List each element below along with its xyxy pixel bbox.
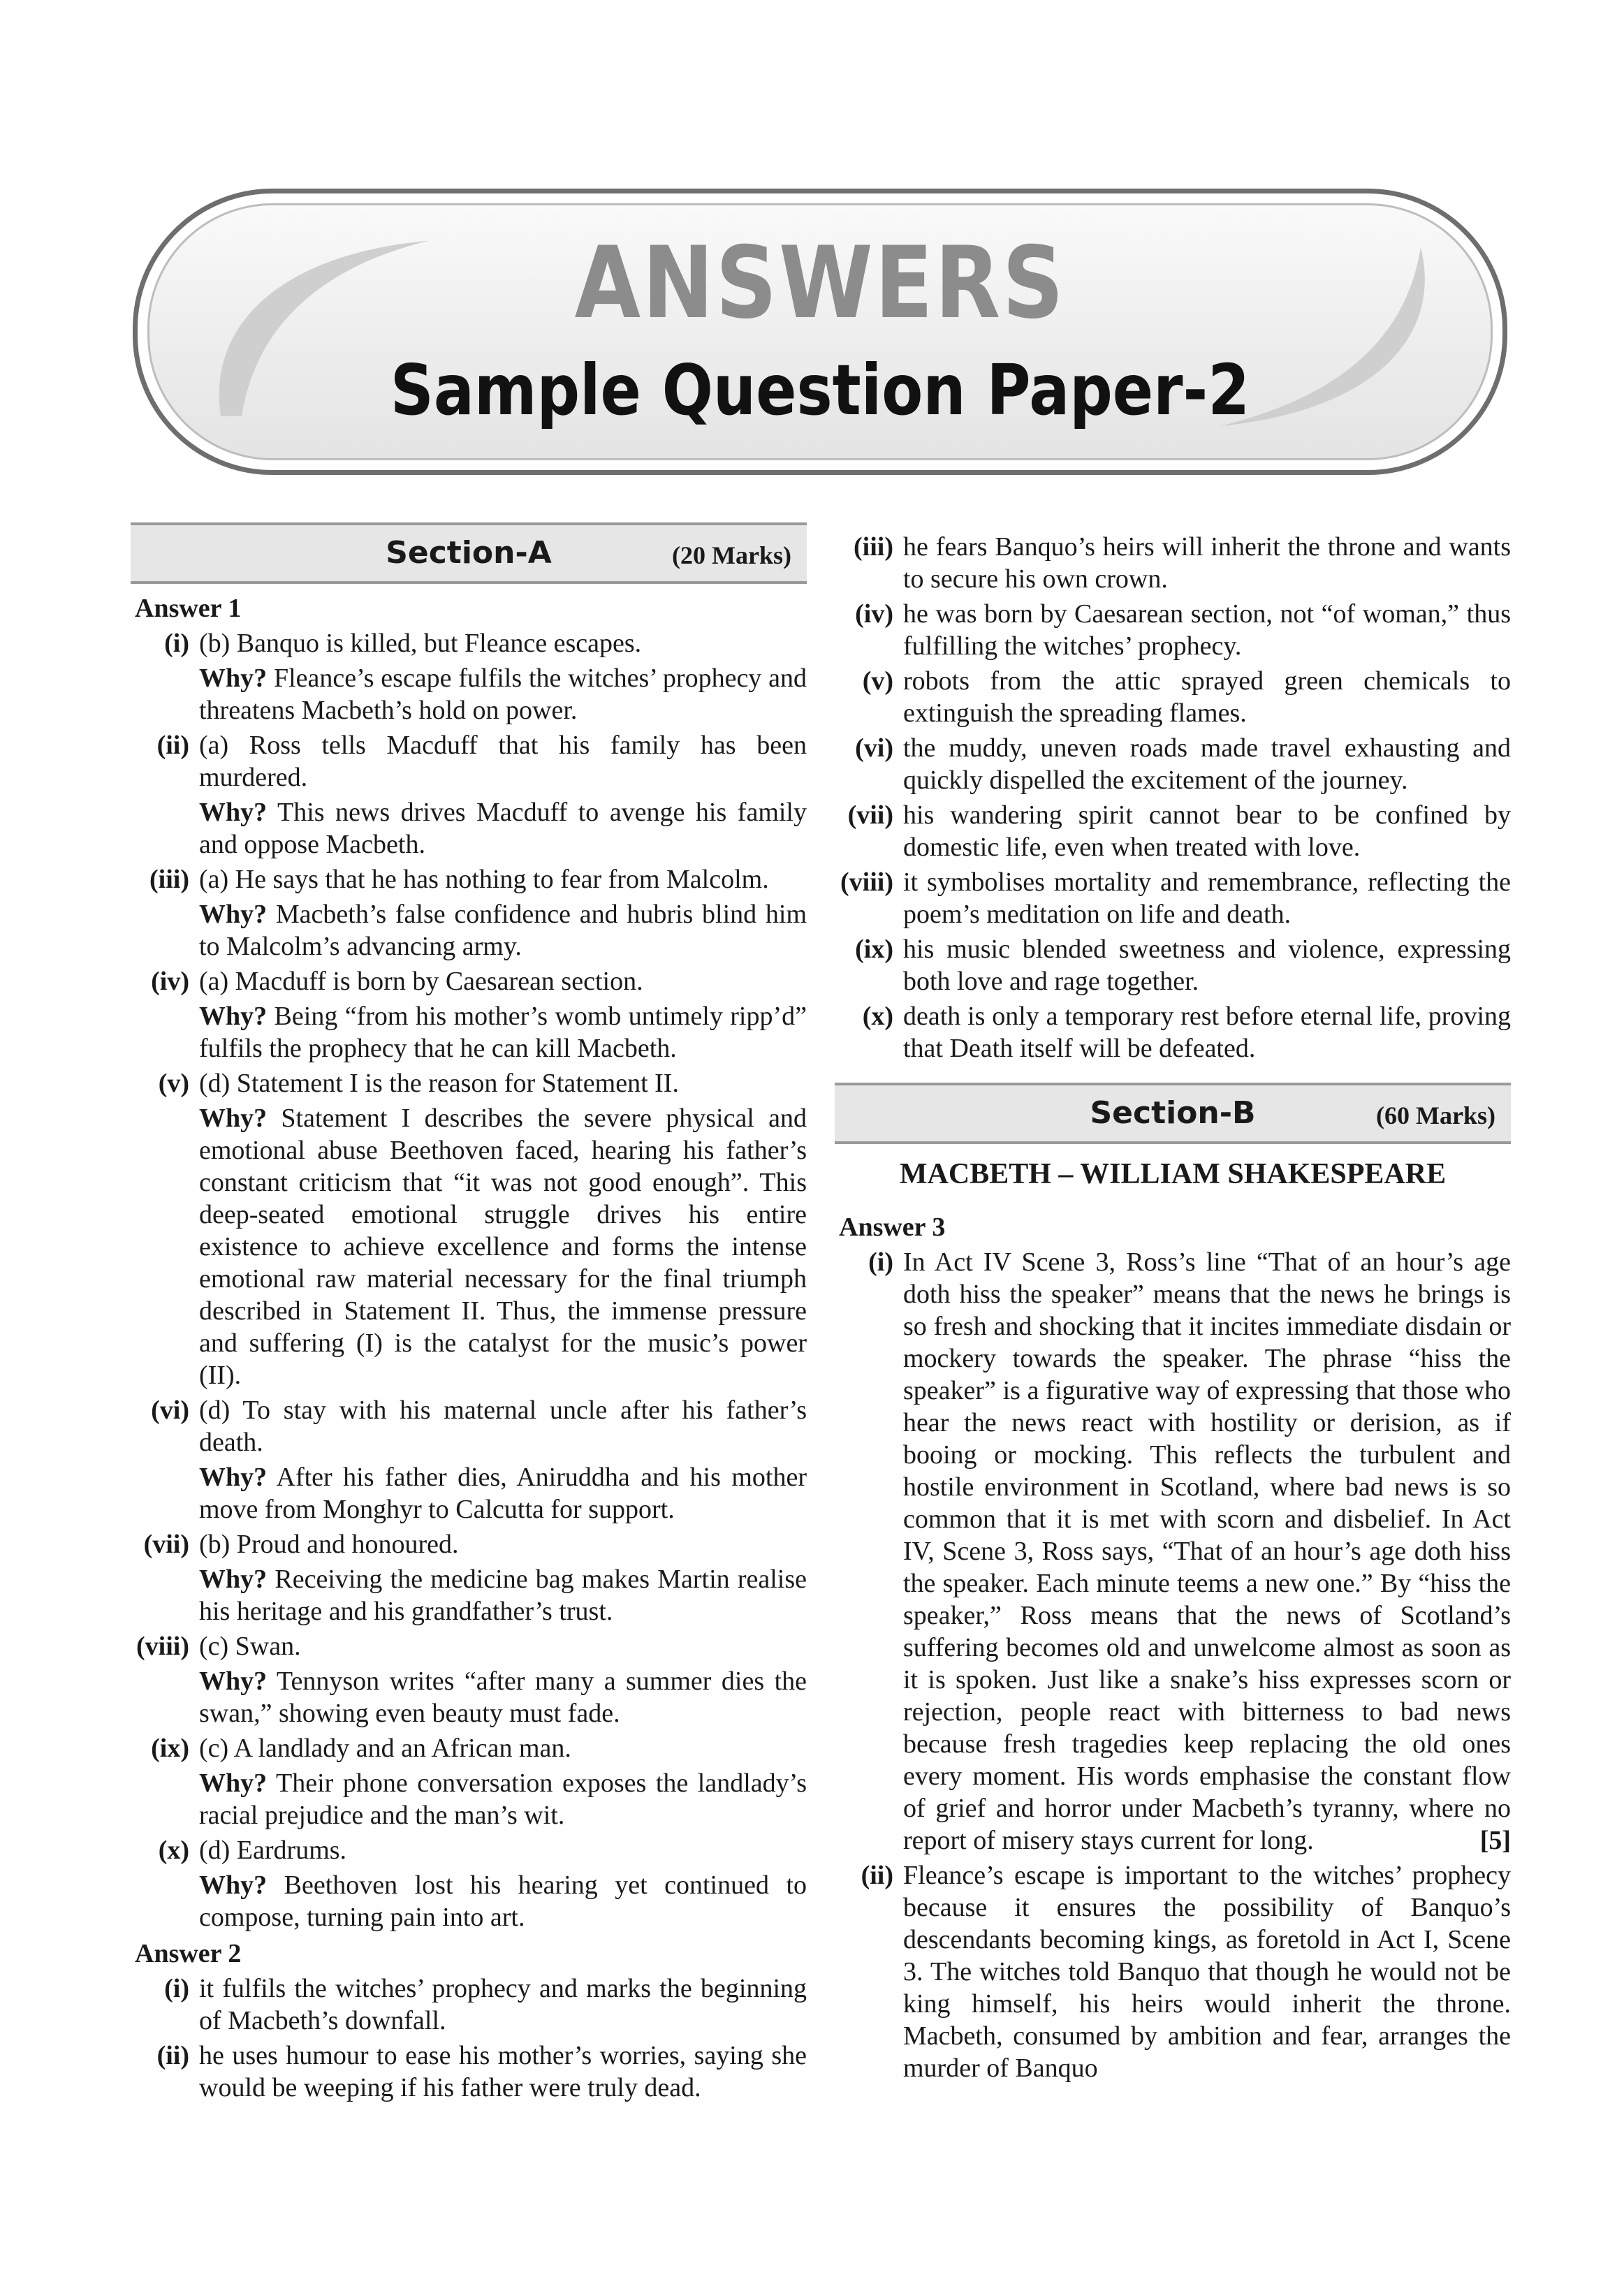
item-text-block	[903, 732, 1511, 796]
item-number: (ii)	[156, 2041, 189, 2070]
item-text-block	[903, 1859, 1511, 2084]
chapter-heading: MACBETH – WILLIAM SHAKESPEARE	[899, 1158, 1447, 1190]
item-text: (d) Eardrums.	[199, 1836, 347, 1865]
item-text-block	[903, 933, 1511, 997]
answer-item	[131, 1732, 807, 1764]
answer-2-list-right	[835, 531, 1511, 1064]
answer-item	[835, 1246, 1511, 1857]
answer-item	[835, 799, 1511, 863]
item-text: he was born by Caesarean section, not “of woman,” thus fulfilling the witches’ prophecy.	[903, 599, 1511, 661]
item-text: (a) Ross tells Macduff that his family has been murdered.	[199, 731, 807, 792]
item-text-block	[903, 866, 1511, 930]
section-a-marks: (20 Marks)	[672, 541, 791, 569]
why-label: Why?	[199, 1769, 268, 1798]
why-label: Why?	[199, 1002, 268, 1031]
item-text-block	[199, 1834, 807, 1866]
answer-1-heading: Answer 1	[135, 594, 242, 623]
why-text: Receiving the medicine bag makes Martin realise his heritage and his grandfather’s trust.	[199, 1565, 807, 1626]
section-a-title: Section-A	[386, 535, 552, 571]
item-text: (b) Banquo is killed, but Fleance escapes.	[199, 629, 642, 658]
why-label: Why?	[199, 900, 268, 929]
why-label: Why?	[199, 664, 268, 693]
item-number: (v)	[158, 1069, 189, 1098]
why-label: Why?	[199, 1463, 268, 1492]
why-text: Their phone conversation exposes the landlady’s racial prejudice and the man’s wit.	[199, 1769, 807, 1830]
item-text: (d) Statement I is the reason for Statement II.	[199, 1069, 679, 1098]
item-number: (iv)	[855, 599, 893, 629]
item-text: his music blended sweetness and violence, expressing both love and rage together.	[903, 935, 1511, 996]
answer-3-heading: Answer 3	[839, 1213, 946, 1242]
item-text-block	[903, 1246, 1511, 1857]
answer-item	[835, 665, 1511, 729]
answer-item	[131, 1972, 807, 2037]
item-text: (b) Proud and honoured.	[199, 1530, 459, 1559]
why-explanation	[199, 796, 807, 861]
item-text: (d) To stay with his maternal uncle after his father’s death.	[199, 1396, 807, 1457]
why-label: Why?	[199, 1565, 268, 1594]
item-number: (vii)	[143, 1530, 189, 1559]
why-text: Fleance’s escape fulfils the witches’ prophecy and threatens Macbeth’s hold on power.	[199, 664, 807, 725]
section-a-header	[131, 522, 807, 584]
item-text: Fleance’s escape is important to the witches’ prophecy because it ensures the possibility of Banquo’s descendants becoming kings, as foretold in Act I, Scene 3. The witches told Banquo that though he would not be king himself, his heirs would inherit the throne. Macbeth, consumed by ambition and fear, arranges the murder of Banquo	[903, 1861, 1511, 2083]
item-text-block	[199, 1732, 807, 1764]
item-text-block	[903, 598, 1511, 662]
why-explanation	[199, 1869, 807, 1933]
item-text-block	[199, 1067, 807, 1099]
answer-item	[131, 729, 807, 793]
item-number: (vi)	[151, 1396, 189, 1425]
item-text-block	[199, 1630, 807, 1662]
item-text: robots from the attic sprayed green chemicals to extinguish the spreading flames.	[903, 666, 1511, 728]
why-text: After his father dies, Aniruddha and his mother move from Monghyr to Calcutta for support.	[199, 1463, 807, 1524]
marks-label: [5]	[1479, 1826, 1511, 1855]
why-text: Beethoven lost his hearing yet continued to compose, turning pain into art.	[199, 1871, 807, 1932]
item-number: (vi)	[855, 733, 893, 763]
answer-3-list	[835, 1246, 1511, 2084]
why-text: This news drives Macduff to avenge his family and oppose Macbeth.	[199, 798, 807, 859]
item-text: he fears Banquo’s heirs will inherit the throne and wants to secure his own crown.	[903, 532, 1511, 594]
section-b-title: Section-B	[1090, 1095, 1256, 1131]
answer-item	[131, 2040, 807, 2104]
why-label: Why?	[199, 1104, 268, 1133]
answer-item	[835, 933, 1511, 997]
item-text-block	[903, 531, 1511, 595]
item-text-block	[199, 729, 807, 793]
item-text: (c) A landlady and an African man.	[199, 1734, 571, 1763]
answer-item	[835, 531, 1511, 595]
answer-1-list	[131, 627, 807, 1933]
answer-item	[835, 1000, 1511, 1064]
item-text-block	[903, 665, 1511, 729]
item-text-block	[199, 965, 807, 997]
item-text-block	[903, 1000, 1511, 1064]
why-text: Tennyson writes “after many a summer dies the swan,” showing even beauty must fade.	[199, 1667, 807, 1728]
why-explanation	[199, 1665, 807, 1729]
item-text-block	[199, 1394, 807, 1458]
item-number: (iii)	[149, 865, 189, 894]
item-text: (a) He says that he has nothing to fear from Malcolm.	[199, 865, 769, 894]
item-number: (v)	[862, 666, 893, 696]
answer-item	[131, 863, 807, 895]
section-b-marks: (60 Marks)	[1376, 1101, 1495, 1129]
why-label: Why?	[199, 1871, 268, 1900]
answer-item	[131, 627, 807, 659]
item-text-block	[199, 1528, 807, 1560]
item-text: (c) Swan.	[199, 1632, 301, 1661]
item-text: In Act IV Scene 3, Ross’s line “That of an hour’s age doth hiss the speaker” means that the news he brings is so fresh and shocking that it incites immediate disdain or mockery towards the speaker. The phrase “hiss the speaker” is a figurative way of expressing that those who hear the news react with hostility or derision, as if booing or mocking. This reflects the turbulent and hostile environment in Scotland, where bad news is so common that it is met with scorn and disbelief. In Act IV, Scene 3, Ross says, “That of an hour’s age doth hiss the speaker. Each minute teems a new one.” By “hiss the speaker,” Ross means that the news of Scotland’s suffering becomes old and unwelcome almost as soon as it is spoken. Just like a snake’s hiss expresses scorn or rejection, people react with bitterness to bad news because fresh tragedies keep replacing the old ones every moment. His words emphasise the constant flow of grief and horror under Macbeth’s tyranny, where no report of misery stays current for long.	[903, 1247, 1511, 1855]
item-number: (vii)	[847, 800, 893, 830]
answer-item	[131, 1067, 807, 1099]
answer-item	[835, 732, 1511, 796]
answer-item	[131, 1834, 807, 1866]
item-number: (i)	[164, 1974, 189, 2003]
item-number: (iii)	[854, 532, 893, 562]
why-text: Being “from his mother’s womb untimely ripp’d” fulfils the prophecy that he can kill Macbeth.	[199, 1002, 807, 1063]
item-text-block	[199, 863, 807, 895]
why-explanation	[199, 1461, 807, 1525]
item-number: (ix)	[855, 935, 893, 964]
why-label: Why?	[199, 1667, 268, 1696]
item-text-block	[199, 2040, 807, 2104]
item-number: (i)	[868, 1247, 893, 1277]
why-explanation	[199, 662, 807, 726]
item-text: the muddy, uneven roads made travel exhausting and quickly dispelled the excitement of the journey.	[903, 733, 1511, 795]
why-explanation	[199, 1102, 807, 1391]
why-explanation	[199, 1000, 807, 1064]
answer-item	[131, 1528, 807, 1560]
why-explanation	[199, 898, 807, 962]
answer-2-heading: Answer 2	[135, 1939, 242, 1968]
item-number: (viii)	[840, 868, 893, 897]
item-number: (x)	[158, 1836, 189, 1865]
answer-item	[131, 1630, 807, 1662]
item-text: his wandering spirit cannot bear to be confined by domestic life, even when treated with love.	[903, 800, 1511, 862]
item-text: he uses humour to ease his mother’s worries, saying she would be weeping if his father were truly dead.	[199, 2041, 807, 2102]
why-label: Why?	[199, 798, 268, 827]
section-b-header	[835, 1083, 1511, 1144]
page-subtitle: Sample Question Paper-2	[390, 349, 1250, 431]
item-text-block	[199, 1972, 807, 2037]
item-text-block	[199, 627, 807, 659]
item-text: (a) Macduff is born by Caesarean section.	[199, 967, 643, 996]
item-text: it symbolises mortality and remembrance, reflecting the poem’s meditation on life and death.	[903, 868, 1511, 929]
item-number: (ix)	[151, 1734, 189, 1763]
left-column	[131, 522, 807, 2107]
item-number: (ii)	[861, 1861, 893, 1890]
item-text: death is only a temporary rest before eternal life, proving that Death itself will be defeated.	[903, 1002, 1511, 1063]
item-text: it fulfils the witches’ prophecy and marks the beginning of Macbeth’s downfall.	[199, 1974, 807, 2035]
title-banner	[133, 189, 1507, 475]
item-text-block	[903, 799, 1511, 863]
answer-item	[835, 598, 1511, 662]
answer-item	[131, 965, 807, 997]
why-text: Statement I describes the severe physical and emotional abuse Beethoven faced, hearing his father’s constant criticism that “it was not good enough”. This deep-seated emotional struggle drives his entire existence to achieve excellence and forms the intense emotional raw material necessary for the final triumph described in Statement II. Thus, the immense pressure and suffering (I) is the catalyst for the music’s power (II).	[199, 1104, 807, 1390]
answer-item	[835, 866, 1511, 930]
answer-2-list-left	[131, 1972, 807, 2104]
page-title: ANSWERS	[574, 226, 1066, 341]
why-text: Macbeth’s false confidence and hubris blind him to Malcolm’s advancing army.	[199, 900, 807, 961]
answer-item	[835, 1859, 1511, 2084]
item-number: (ii)	[156, 731, 189, 760]
why-explanation	[199, 1767, 807, 1831]
right-column	[835, 531, 1511, 2087]
why-explanation	[199, 1563, 807, 1627]
item-number: (i)	[164, 629, 189, 658]
item-number: (iv)	[151, 967, 189, 996]
item-number: (x)	[862, 1002, 893, 1031]
item-number: (viii)	[136, 1632, 189, 1661]
answer-item	[131, 1394, 807, 1458]
